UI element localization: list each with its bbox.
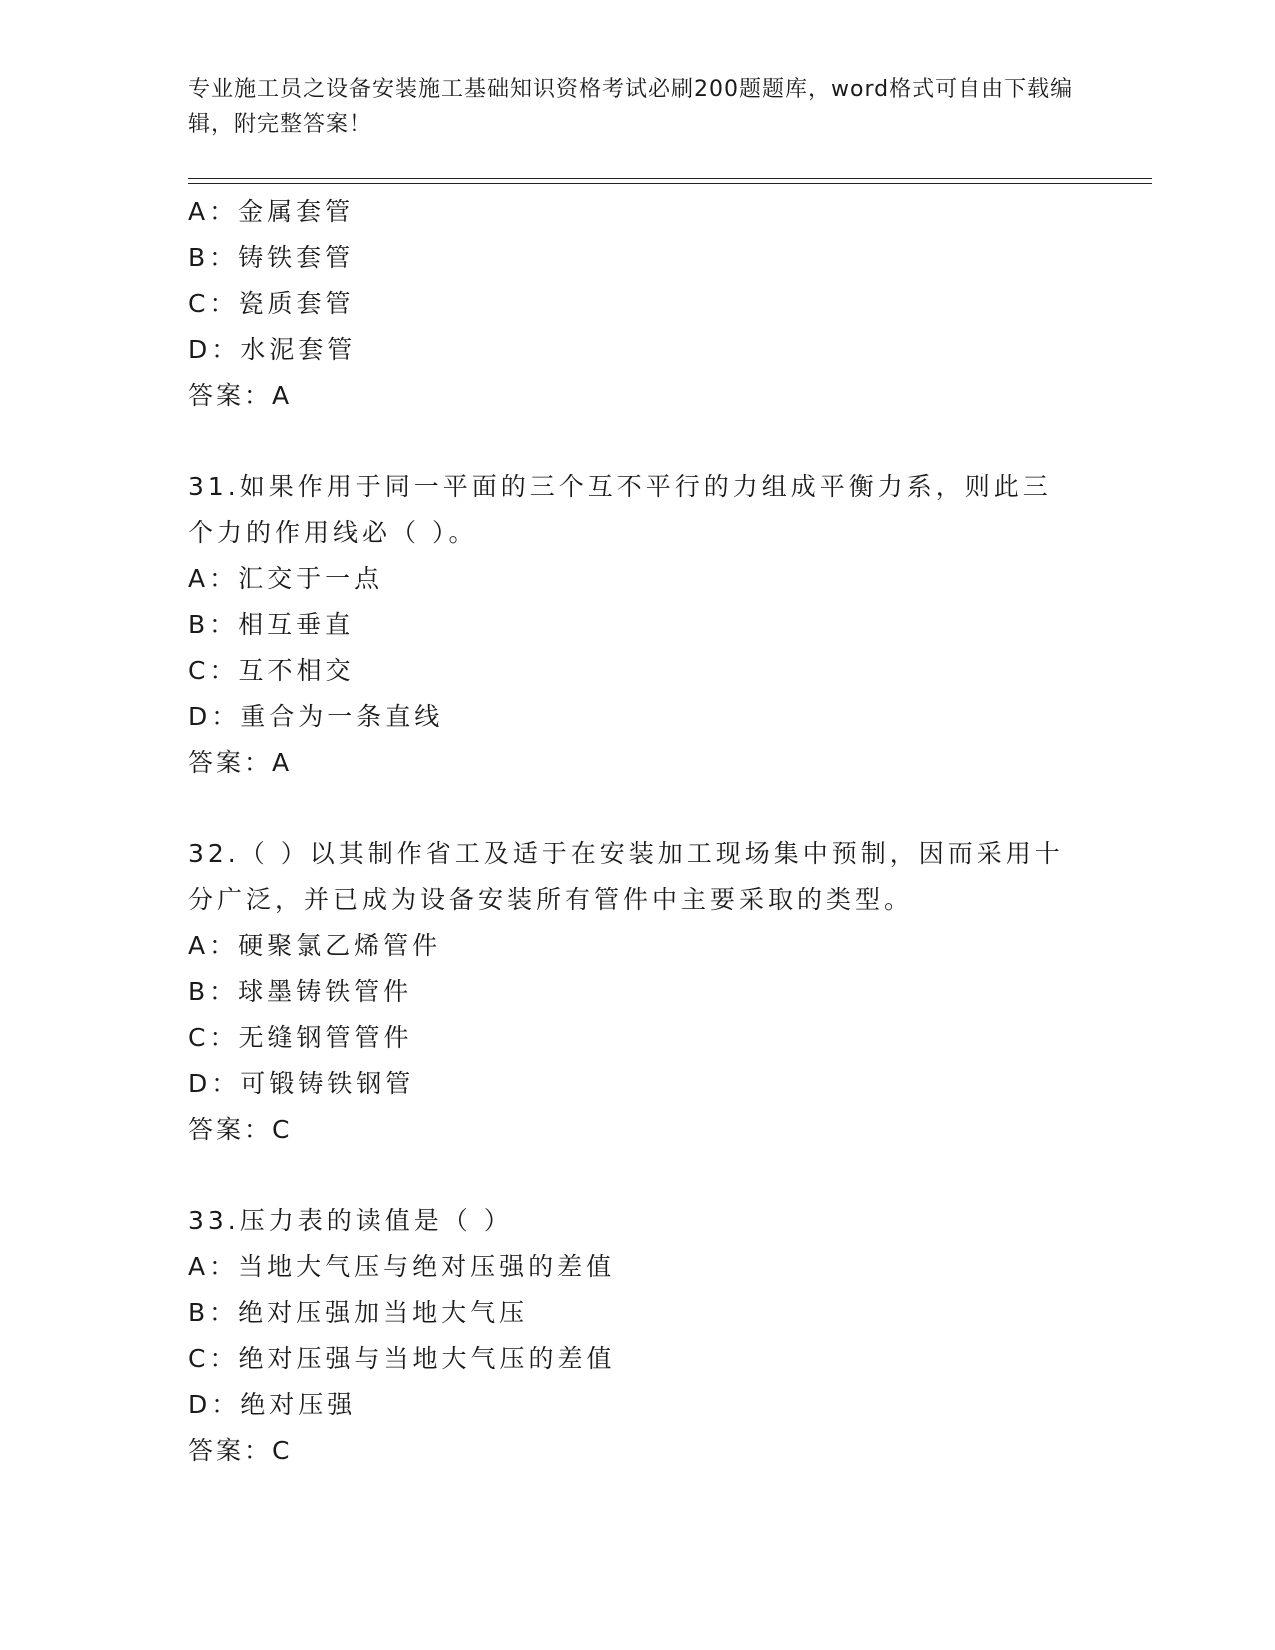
option-a: A：汇交于一点	[188, 564, 384, 593]
question-block-partial	[188, 189, 1088, 419]
option-b: B：球墨铸铁管件	[188, 977, 413, 1006]
option-a: A：硬聚氯乙烯管件	[188, 931, 442, 960]
header-rule-top	[188, 178, 1152, 179]
option-c: C：无缝钢管管件	[188, 1023, 413, 1052]
answer-line: 答案：A	[188, 748, 293, 777]
option-d: D：绝对压强	[188, 1390, 357, 1419]
question-list	[188, 189, 1088, 1474]
question-text: 33.压力表的读值是（ ）	[188, 1206, 513, 1235]
question-block-33	[188, 1198, 1088, 1474]
option-c: C：瓷质套管	[188, 289, 355, 318]
question-block-31	[188, 464, 1088, 786]
question-text: 31.如果作用于同一平面的三个互不平行的力组成平衡力系，则此三个力的作用线必（ ）。	[188, 472, 1052, 547]
option-d: D：可锻铸铁钢管	[188, 1069, 415, 1098]
option-b: B：绝对压强加当地大气压	[188, 1298, 529, 1327]
option-d: D：重合为一条直线	[188, 702, 444, 731]
answer-line: 答案：C	[188, 1436, 293, 1465]
question-block-32	[188, 831, 1088, 1153]
option-d: D：水泥套管	[188, 335, 357, 364]
option-b: B：相互垂直	[188, 610, 355, 639]
question-text: 32.（ ）以其制作省工及适于在安装加工现场集中预制，因而采用十分广泛，并已成为设备安装所有管件中主要采取的类型。	[188, 839, 1064, 914]
option-c: C：互不相交	[188, 656, 355, 685]
document-header: 专业施工员之设备安装施工基础知识资格考试必刷200题题库，word格式可自由下载编辑，附完整答案！	[188, 77, 1074, 137]
option-a: A：金属套管	[188, 197, 355, 226]
header-rule-bottom	[188, 183, 1152, 184]
option-c: C：绝对压强与当地大气压的差值	[188, 1344, 616, 1373]
answer-line: 答案：C	[188, 1115, 293, 1144]
option-a: A：当地大气压与绝对压强的差值	[188, 1252, 616, 1281]
answer-line: 答案：A	[188, 381, 293, 410]
option-b: B：铸铁套管	[188, 243, 355, 272]
